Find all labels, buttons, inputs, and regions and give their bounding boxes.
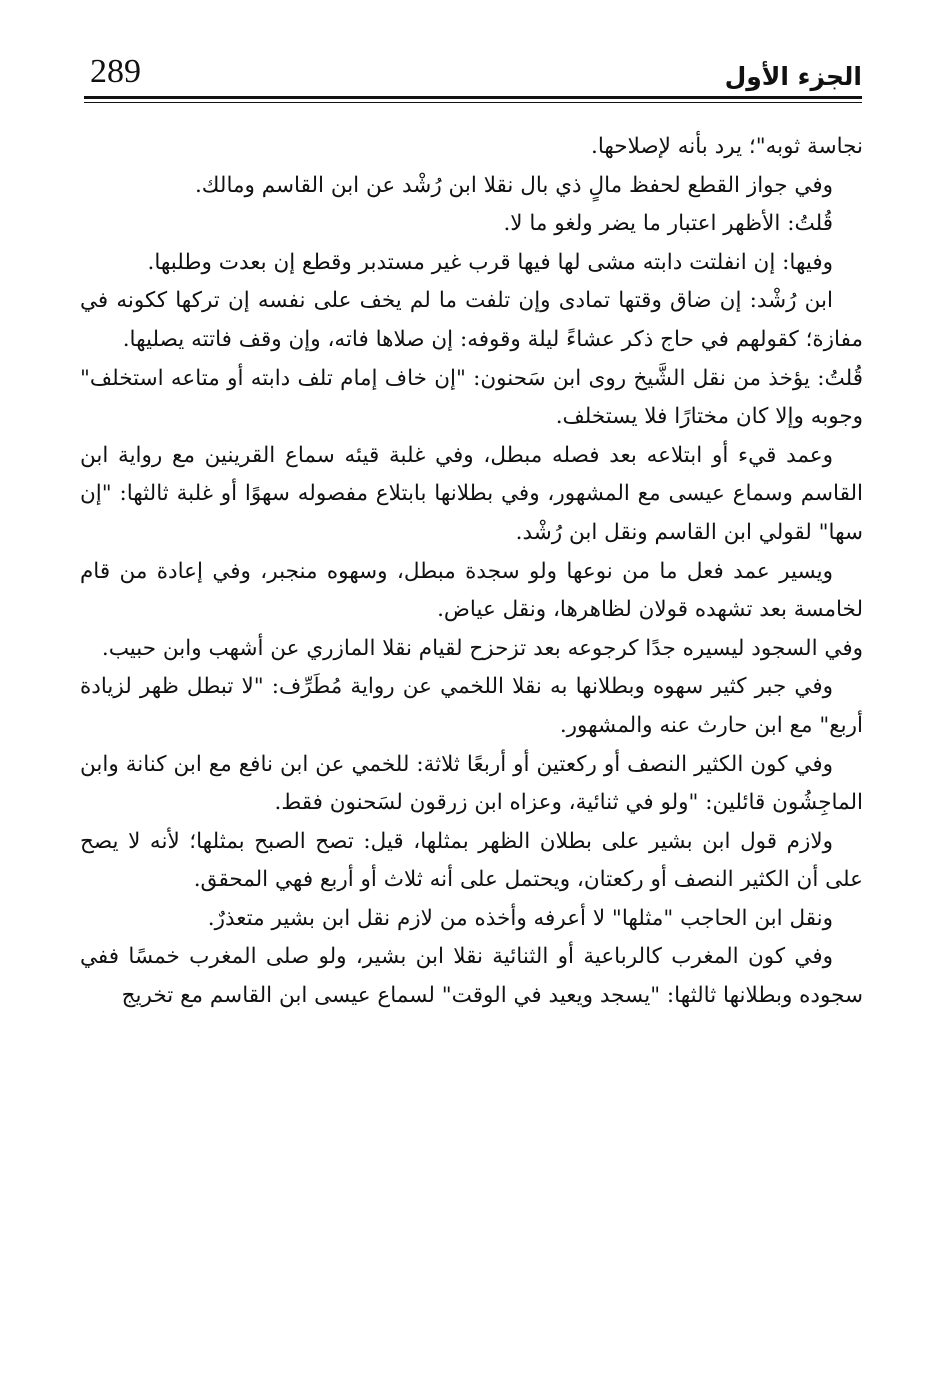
page-header [84, 48, 862, 102]
paragraph: ولازم قول ابن بشير على بطلان الظهر بمثلها، قيل: تصح الصبح بمثلها؛ لأنه لا يصح على أن الكثير النصف أو ركعتان، ويحتمل على أنه ثلاث أو أربع فهي المحقق. [80, 828, 863, 893]
paragraph: وفي السجود ليسيره جدًا كرجوعه بعد تزحزح لقيام نقلا المازري عن أشهب وابن حبيب. [101, 635, 863, 661]
paragraph: وفي جبر كثير سهوه وبطلانها به نقلا اللخمي عن رواية مُطَرِّف: "لا تبطل ظهر لزيادة أربع" مع ابن حارث عنه والمشهور. [80, 674, 863, 738]
running-title: الجزء الأول [724, 62, 862, 91]
paragraph: وفي كون المغرب كالرباعية أو الثنائية نقلا ابن بشير، ولو صلى المغرب خمسًا ففي سجوده وبطلانها ثالثها: "يسجد ويعيد في الوقت" لسماع عيسى ابن القاسم مع تخريج [80, 944, 863, 1009]
paragraph: وفي كون الكثير النصف أو ركعتين أو أربعًا ثلاثة: للخمي عن ابن نافع مع ابن كنانة وابن الماجِشُون قائلين: "ولو في ثنائية، وعزاه ابن زرقون لسَحنون فقط. [80, 751, 863, 816]
body-text [80, 128, 863, 1016]
paragraph: نجاسة ثوبه"؛ يرد بأنه لإصلاحها. [590, 134, 863, 159]
paragraph: قُلتُ: الأظهر اعتبار ما يضر ولغو ما لا. [503, 211, 833, 237]
paragraph: ونقل ابن الحاجب "مثلها" لا أعرفه وأخذه من لازم نقل ابن بشير متعذرٌ. [207, 905, 833, 931]
paragraph: قُلتُ: يؤخذ من نقل الشَّيخ روى ابن سَحنون: "إن خاف إمام تلف دابته أو متاعه استخلف" وجوبه وإلا كان مختارًا فلا يستخلف. [80, 365, 863, 430]
page-number: 289 [90, 53, 141, 90]
paragraph: وعمد قيء أو ابتلاعه بعد فصله مبطل، وفي غلبة قيئه سماع القرينين مع رواية ابن القاسم وسماع عيسى مع المشهور، وفي بطلانها بابتلاع مفصوله سهوًا أو غلبة ثالثها: "إن سها" لقولي ابن القاسم ونقل ابن رُشْد. [80, 442, 863, 545]
header-rule-thin [84, 102, 862, 103]
paragraph: وفي جواز القطع لحفظ مالٍ ذي بال نقلا ابن رُشْد عن ابن القاسم ومالك. [194, 172, 833, 198]
header-rule-thick [84, 96, 862, 99]
paragraph: ويسير عمد فعل ما من نوعها ولو سجدة مبطل، وسهوه منجبر، وفي إعادة من قام لخامسة بعد تشهده قولان لظاهرها، ونقل عياض. [80, 558, 863, 623]
paragraph: وفيها: إن انفلتت دابته مشى لها فيها قرب غير مستدبر وقطع إن بعدت وطلبها. [147, 249, 833, 275]
paragraph: ابن رُشْد: إن ضاق وقتها تمادى وإن تلفت ما لم يخف على نفسه إن تركها ككونه في مفازة؛ كقولهم في حاج ذكر عشاءً ليلة وقوفه: إن صلاها فاته، وإن وقف فاتته يصليها. [80, 288, 863, 352]
